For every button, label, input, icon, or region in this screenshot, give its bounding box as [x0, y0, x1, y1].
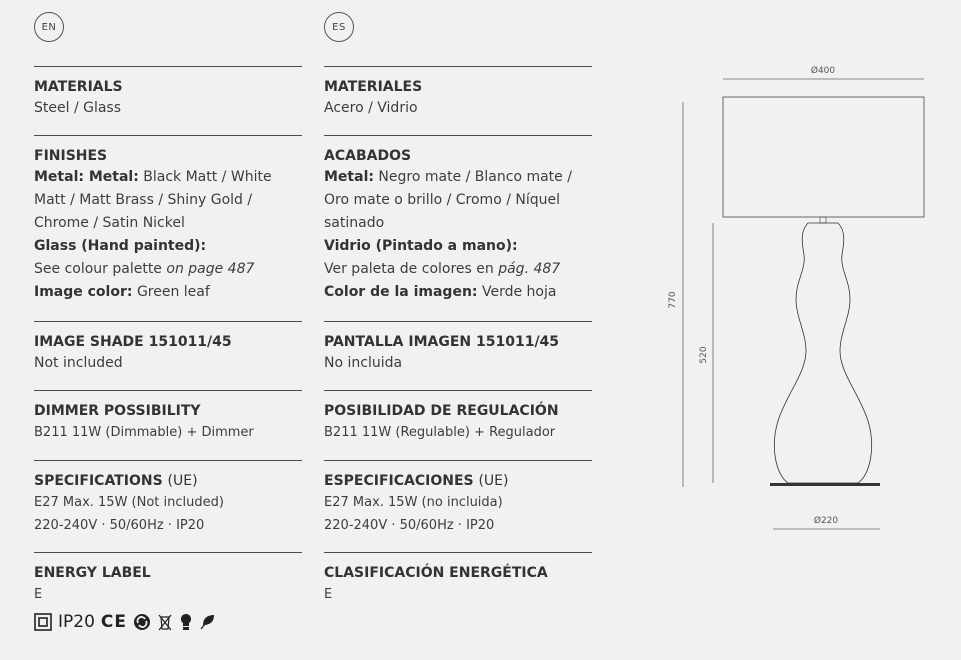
certification-icons [34, 612, 217, 632]
shade-width-label: Ø400 [810, 66, 836, 76]
recycle-icon [133, 613, 151, 631]
section-title: ACABADOS [324, 148, 412, 164]
page-reference: pág. 487 [498, 261, 561, 277]
metal-label: Metal: [324, 169, 374, 185]
section-specifications [34, 460, 302, 537]
finishes-glass-label: Vidrio (Pintado a mano): [324, 238, 518, 254]
section-title: CLASIFICACIÓN ENERGÉTICA [324, 565, 548, 581]
section-title: MATERIALES [324, 79, 423, 95]
section-title: ESPECIFICACIONES (UE) [324, 473, 509, 489]
body-height-dimension [699, 223, 713, 483]
shade-width-dimension [723, 65, 924, 79]
finishes-glass-label: Glass (Hand painted): [34, 238, 207, 254]
section-value: Not included [34, 355, 123, 371]
section-title: SPECIFICATIONS (UE) [34, 473, 198, 489]
section-energy-label [34, 552, 302, 606]
section-image-shade [34, 321, 302, 375]
page-reference: on page 487 [166, 261, 255, 277]
metal-value: Black Matt / White Matt / Matt Brass / Shiny Gold / Chrome / Satin Nickel [34, 169, 272, 231]
section-dimmer [324, 390, 592, 444]
total-height-dimension [668, 102, 683, 487]
body-height-label: 520 [699, 346, 709, 364]
metal-label: Metal: Metal: [34, 169, 139, 185]
finishes-image-color: Color de la imagen: Verde hoja [324, 284, 557, 300]
section-title: IMAGE SHADE 151011/45 [34, 334, 232, 350]
section-value: Steel / Glass [34, 100, 122, 116]
section-value: B211 11W (Dimmable) + Dimmer [34, 425, 254, 440]
section-dimmer [34, 390, 302, 444]
glass-body [774, 223, 871, 483]
spec-line-2: 220-240V · 50/60Hz · IP20 [324, 518, 495, 533]
total-height-label: 770 [668, 291, 678, 309]
lamp-technical-drawing [660, 55, 940, 545]
language-badge-en: EN [34, 12, 64, 42]
section-value: E [324, 587, 333, 602]
weee-bin-icon [157, 613, 173, 631]
lamp-socket [820, 217, 826, 223]
language-badge-es: ES [324, 12, 354, 42]
section-title: FINISHES [34, 148, 108, 164]
section-value: B211 11W (Regulable) + Regulador [324, 425, 556, 440]
ip-rating-label: IP20 [58, 612, 95, 632]
section-specifications [324, 460, 592, 537]
ce-mark-icon: CE [100, 612, 127, 632]
section-finishes [324, 135, 592, 304]
section-title: MATERIALS [34, 79, 123, 95]
section-materials [324, 66, 592, 120]
finishes-glass-note: Ver paleta de colores en pág. 487 [324, 261, 561, 277]
base-width-dimension [773, 515, 880, 529]
spec-line-2: 220-240V · 50/60Hz · IP20 [34, 518, 205, 533]
finishes-glass-note: See colour palette on page 487 [34, 261, 255, 277]
base-width-label: Ø220 [813, 516, 839, 526]
spec-line-1: E27 Max. 15W (no incluida) [324, 495, 503, 510]
metal-value: Negro mate / Blanco mate / Oro mate o brillo / Cromo / Níquel satinado [324, 169, 572, 231]
section-materials [34, 66, 302, 120]
energy-class-leaf-icon [199, 613, 217, 631]
finishes-metal [34, 166, 302, 235]
section-value: No incluida [324, 355, 403, 371]
section-title: DIMMER POSSIBILITY [34, 403, 201, 419]
section-value: E [34, 587, 43, 602]
finishes-metal [324, 166, 592, 235]
spec-line-1: E27 Max. 15W (Not included) [34, 495, 224, 510]
section-finishes [34, 135, 302, 304]
section-energy-label [324, 552, 592, 606]
lamp-shade [723, 97, 924, 217]
lamp-base [770, 483, 880, 486]
section-title: POSIBILIDAD DE REGULACIÓN [324, 403, 559, 419]
section-title: PANTALLA IMAGEN 151011/45 [324, 334, 560, 350]
bulb-icon [179, 613, 193, 631]
section-image-shade [324, 321, 592, 375]
double-insulation-icon [34, 613, 52, 631]
section-title: ENERGY LABEL [34, 565, 151, 581]
finishes-image-color: Image color: Green leaf [34, 284, 210, 300]
section-value: Acero / Vidrio [324, 100, 418, 116]
